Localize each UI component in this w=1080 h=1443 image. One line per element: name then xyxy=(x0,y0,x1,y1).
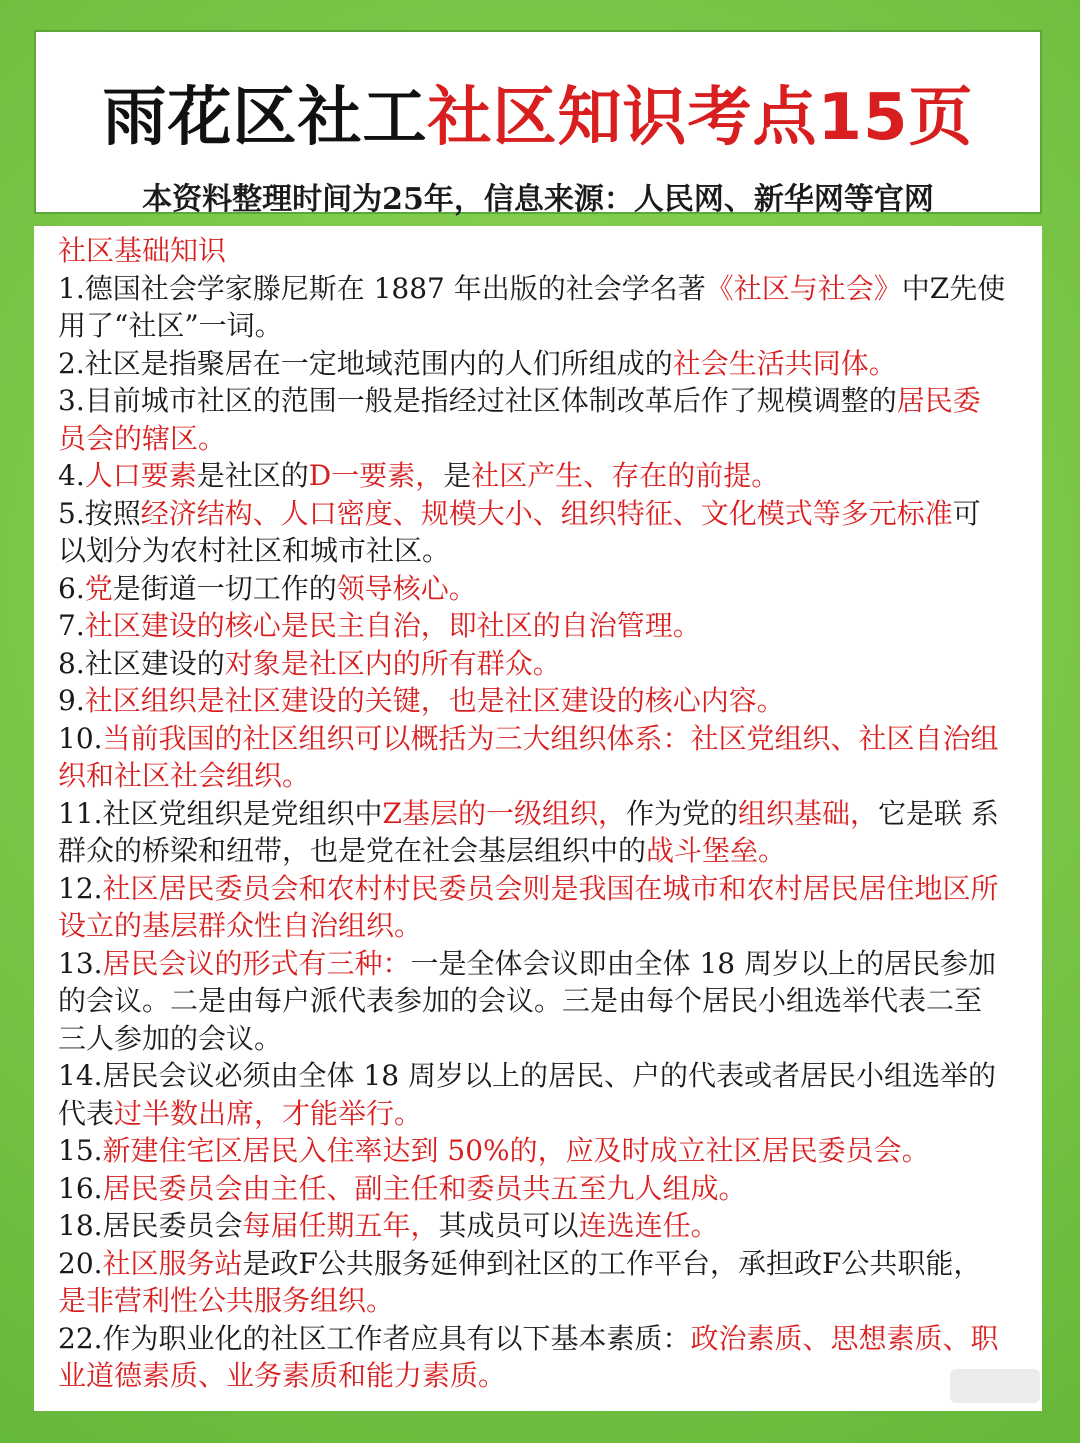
content-card xyxy=(34,226,1042,1411)
list-item xyxy=(58,682,1008,720)
body-text: 是 xyxy=(443,459,472,492)
list-item xyxy=(58,795,1008,870)
body-text: 一是全体会议即由全体 18 周岁以上的居民参加的会议。二是由每户派代表参加的会议。三是由每个居民小组选举代表二至三人参加的会议。 xyxy=(58,946,996,1055)
highlight-text: 社区服务站 xyxy=(102,1246,243,1280)
list-item xyxy=(58,870,1008,945)
body-text: 5.按照 xyxy=(58,496,141,530)
body-text: 它是联 系 群众的桥梁和纽带，也是党在社会基层组织中的 xyxy=(58,796,999,867)
body-text: 3.目前城市社区的范围一般是指经过社区体制改革后作了规模调整的 xyxy=(58,384,897,417)
body-text: 4. xyxy=(58,459,85,492)
page-title xyxy=(36,78,1040,158)
highlight-text: 战斗堡垒。 xyxy=(646,834,787,867)
highlight-text: 党 xyxy=(84,571,113,605)
body-text: 15. xyxy=(58,1134,103,1167)
body-text: 12. xyxy=(58,871,103,905)
header-card xyxy=(34,30,1042,217)
list-item xyxy=(58,1320,1008,1395)
highlight-text: 过半数出席，才能举行。 xyxy=(114,1096,423,1130)
highlight-text: 社区建设的核心是民主自治，即社区的自治管理。 xyxy=(84,609,701,642)
body-text: 10. xyxy=(58,721,103,755)
highlight-text: 组织基础， xyxy=(738,796,879,830)
highlight-text: 人口要素 xyxy=(84,459,197,492)
body-text: 22.作为职业化的社区工作者应具有以下基本素质： xyxy=(58,1321,691,1355)
body-text: 20. xyxy=(58,1246,103,1280)
highlight-text: 社会生活共同体。 xyxy=(672,346,897,380)
highlight-text: 对象是社区内的所有群众。 xyxy=(224,646,561,680)
body-text: 其成员可以 xyxy=(438,1209,579,1242)
body-text: 9. xyxy=(58,684,85,717)
highlight-text: 社区组织是社区建设的关键，也是社区建设的核心内容。 xyxy=(84,684,785,717)
list-item xyxy=(58,1245,1008,1320)
list-item xyxy=(58,1132,1008,1170)
body-text: 14.居民会议必须由全体 18 周岁以上的居民、户的代表或者居民小组选举的代表 xyxy=(58,1059,996,1130)
body-text: 7. xyxy=(58,609,85,642)
highlight-text: 政治素质、思想素质、职业道德素质、业务素质和能力素质。 xyxy=(58,1321,999,1392)
body-text: 18.居民委员会 xyxy=(58,1209,243,1242)
highlight-text: 新建住宅区居民入住率达到 50%的，应及时成立社区居民委员会。 xyxy=(102,1134,930,1167)
highlight-text: 居民委员会由主任、副主任和委员共五至九人组成。 xyxy=(102,1171,747,1205)
list-item xyxy=(58,382,1008,457)
highlight-text: 是非营利性公共服务组织。 xyxy=(58,1284,395,1317)
list-item xyxy=(58,495,1008,570)
body-text: 11.社区党组织是党组织中 xyxy=(58,796,383,830)
highlight-text: 居民委员会的辖区。 xyxy=(58,384,981,455)
list-item xyxy=(58,570,1008,608)
list-item xyxy=(58,720,1008,795)
body-text: 16. xyxy=(58,1171,103,1205)
body-text: 2.社区是指聚居在一定地域范围内的人们所组成的 xyxy=(58,346,673,380)
list-item xyxy=(58,345,1008,383)
highlight-text: D一要素， xyxy=(308,459,444,492)
list-item xyxy=(58,607,1008,645)
title-black-part: 雨花区社工 xyxy=(102,81,428,155)
title-red-part: 社区知识考点15页 xyxy=(427,81,974,155)
section-title: 社区基础知识 xyxy=(58,234,227,267)
list-item xyxy=(58,270,1008,345)
highlight-text: 经济结构、人口密度、规模大小、组织特征、文化模式等多元标准 xyxy=(140,496,953,530)
list-item xyxy=(58,1207,1008,1245)
knowledge-list xyxy=(58,270,1042,1395)
highlight-text: 社区产生、存在的前提。 xyxy=(471,459,780,492)
highlight-text: Z基层的一级组织， xyxy=(382,796,626,830)
body-text: 是社区的 xyxy=(196,459,309,492)
list-item xyxy=(58,457,1008,495)
body-text: 是政F公共服务延伸到社区的工作平台，承担政F公共职能， xyxy=(242,1246,982,1280)
highlight-text: 居民会议的形式有三种： xyxy=(102,946,411,980)
body-text: 6. xyxy=(58,571,85,605)
highlight-text: 每届任期五年， xyxy=(242,1209,439,1242)
body-text: 作为党的 xyxy=(626,796,739,830)
highlight-text: 当前我国的社区组织可以概括为三大组织体系：社区党组织、社区自治组织和社区社会组织。 xyxy=(58,721,999,792)
page-subtitle: 本资料整理时间为25年，信息来源：人民网、新华网等官网 xyxy=(142,182,934,217)
body-text: 中Z先使用了“社区”一词。 xyxy=(58,271,1006,342)
list-item xyxy=(58,945,1008,1058)
list-item xyxy=(58,1057,1008,1132)
list-item xyxy=(58,1170,1008,1208)
body-text: 1.德国社会学家滕尼斯在 1887 年出版的社会学名著 xyxy=(58,271,706,305)
highlight-text: 连选连任。 xyxy=(578,1209,719,1242)
body-text: 可以划分为农村社区和城市社区。 xyxy=(58,496,981,567)
watermark-logo xyxy=(950,1369,1040,1403)
body-text: 是街道一切工作的 xyxy=(112,571,337,605)
highlight-text: 领导核心。 xyxy=(336,571,477,605)
body-text: 13. xyxy=(58,946,103,980)
highlight-text: 《社区与社会》 xyxy=(705,271,902,305)
highlight-text: 社区居民委员会和农村村民委员会则是我国在城市和农村居民居住地区所设立的基层群众性自治组织。 xyxy=(58,871,999,942)
list-item xyxy=(58,645,1008,683)
body-text: 8.社区建设的 xyxy=(58,646,225,680)
